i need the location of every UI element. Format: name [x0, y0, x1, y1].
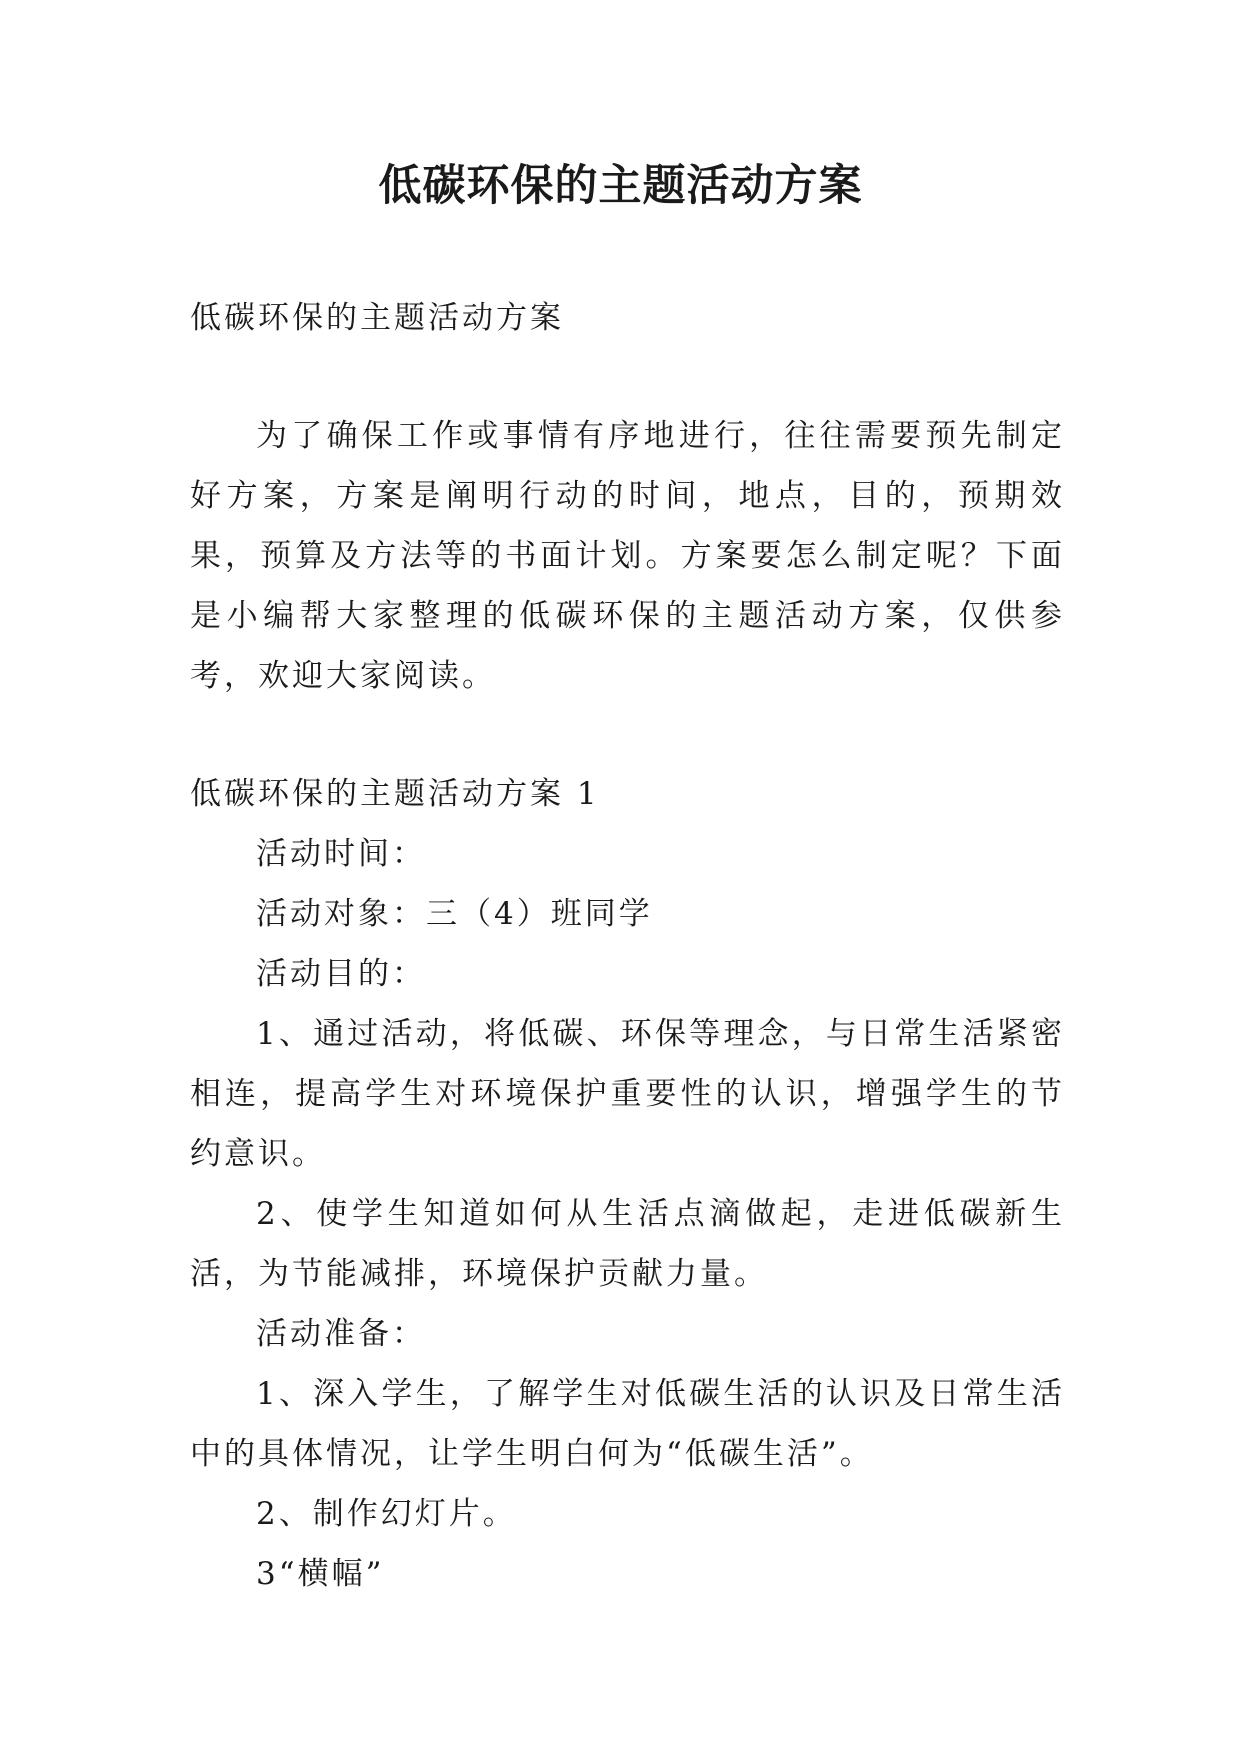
intro-paragraph: 为了确保工作或事情有序地进行，往往需要预先制定好方案，方案是阐明行动的时间，地点，目的，预期效果，预算及方法等的书面计划。方案要怎么制定呢？下面是小编帮大家整理的低碳环保的主题活动方案，仅供参考，欢迎大家阅读。: [190, 418, 1065, 694]
activity-preparation-heading: 活动准备：: [256, 1316, 426, 1352]
preparation-item-3: 3“横幅”: [256, 1556, 385, 1592]
section-heading: 低碳环保的主题活动方案 1: [190, 776, 600, 812]
document-body: [190, 288, 1065, 1604]
activity-purpose-heading: 活动目的：: [256, 956, 426, 992]
activity-target: 活动对象：三（4）班同学: [256, 896, 653, 932]
purpose-item-1: 1、通过活动，将低碳、环保等理念，与日常生活紧密相连，提高学生对环境保护重要性的认识，增强学生的节约意识。: [190, 1016, 1065, 1172]
purpose-item-2: 2、使学生知道如何从生活点滴做起，走进低碳新生活，为节能减排，环境保护贡献力量。: [190, 1196, 1065, 1292]
activity-time: 活动时间：: [256, 836, 426, 872]
preparation-item-2: 2、制作幻灯片。: [256, 1496, 517, 1532]
document-title: 低碳环保的主题活动方案: [378, 161, 863, 211]
preparation-item-1: 1、深入学生，了解学生对低碳生活的认识及日常生活中的具体情况，让学生明白何为“低碳生活”。: [190, 1376, 1065, 1472]
document-subtitle: 低碳环保的主题活动方案: [190, 300, 564, 336]
